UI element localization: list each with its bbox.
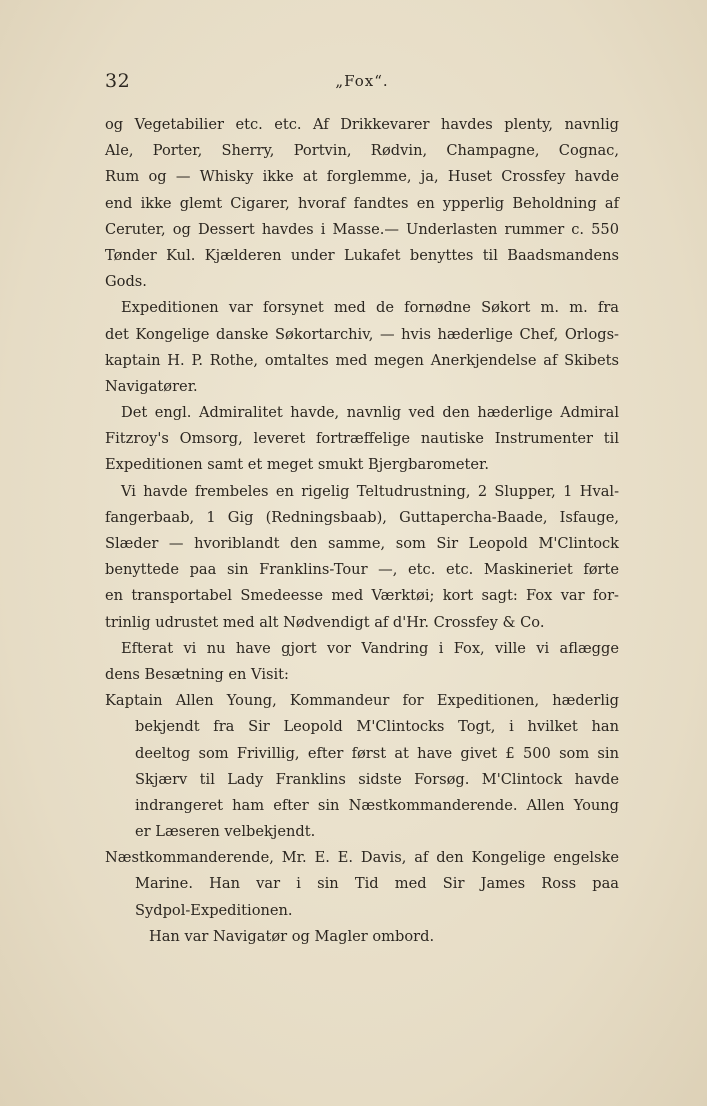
text-line: Gods. (105, 273, 147, 291)
text-line: dens Besætning en Visit: (105, 665, 289, 683)
text-line: det Kongelige danske Søkortarchiv, — hvis hæderlige Chef, Orlogs- (105, 325, 619, 343)
text-line: deeltog som Frivillig, efter først at have givet £ 500 som sin (135, 744, 619, 762)
text-line: Expeditionen var forsynet med de fornødne Søkort m. m. fra (121, 299, 619, 317)
text-line: og Vegetabilier etc. etc. Af Drikkevarer havdes plenty, navnlig (105, 116, 619, 133)
text-line: en transportabel Smedeesse med Værktøi; kort sagt: Fox var for- (105, 587, 619, 605)
body-text (105, 112, 619, 950)
page-header (105, 70, 619, 100)
text-line: Tønder Kul. Kjælderen under Lukafet benyttes til Baadsmandens (105, 246, 619, 264)
text-line: end ikke glemt Cigarer, hvoraf fandtes en ypperlig Beholdning af (105, 194, 619, 212)
text-line: Navigatører. (105, 377, 198, 395)
text-line: kaptain H. P. Rothe, omtaltes med megen Anerkjendelse af Skibets (105, 351, 619, 369)
text-line: Vi havde frembeles en rigelig Teltudrustning, 2 Slupper, 1 Hval- (121, 482, 619, 500)
text-line: Skjærv til Lady Franklins sidste Forsøg. M'Clintock havde (135, 770, 619, 788)
text-line: Sydpol-Expeditionen. (135, 901, 293, 919)
text-line: Ceruter, og Dessert havdes i Masse.— Underlasten rummer c. 550 (105, 220, 619, 238)
text-line: Næstkommanderende, Mr. E. E. Davis, af den Kongelige engelske (105, 849, 619, 867)
text-line: Marine. Han var i sin Tid med Sir James Ross paa (135, 875, 619, 893)
text-line: bekjendt fra Sir Leopold M'Clintocks Togt, i hvilket han (135, 718, 619, 736)
text-line: Efterat vi nu have gjort vor Vandring i Fox, ville vi aflægge (121, 639, 619, 657)
text-line: Rum og — Whisky ikke at forglemme, ja, Huset Crossfey havde (105, 168, 619, 186)
text-line: Det engl. Admiralitet havde, navnlig ved den hæderlige Admiral (121, 404, 619, 422)
text-line: fangerbaab, 1 Gig (Redningsbaab), Guttapercha-Baade, Isfauge, (105, 508, 619, 526)
text-line: Ale, Porter, Sherry, Portvin, Rødvin, Champagne, Cognac, (105, 142, 619, 160)
text-line: Slæder — hvoriblandt den samme, som Sir Leopold M'Clintock (105, 535, 619, 552)
text-line: Kaptain Allen Young, Kommandeur for Expeditionen, hæderlig (105, 692, 619, 710)
text-line: Expeditionen samt et meget smukt Bjergbarometer. (105, 456, 489, 474)
text-line: Fitzroy's Omsorg, leveret fortræffelige nautiske Instrumenter til (105, 430, 619, 448)
text-line: indrangeret ham efter sin Næstkommanderende. Allen Young (135, 796, 619, 814)
text-line: trinlig udrustet med alt Nødvendigt af d'Hr. Crossfey & Co. (105, 613, 545, 631)
text-line: benyttede paa sin Franklins-Tour —, etc. etc. Maskineriet førte (105, 561, 619, 579)
page-number: 32 (105, 70, 131, 92)
running-title: „Fox“. (335, 72, 389, 90)
text-line: Han var Navigatør og Magler ombord. (149, 927, 435, 945)
text-line: er Læseren velbekjendt. (135, 823, 316, 841)
